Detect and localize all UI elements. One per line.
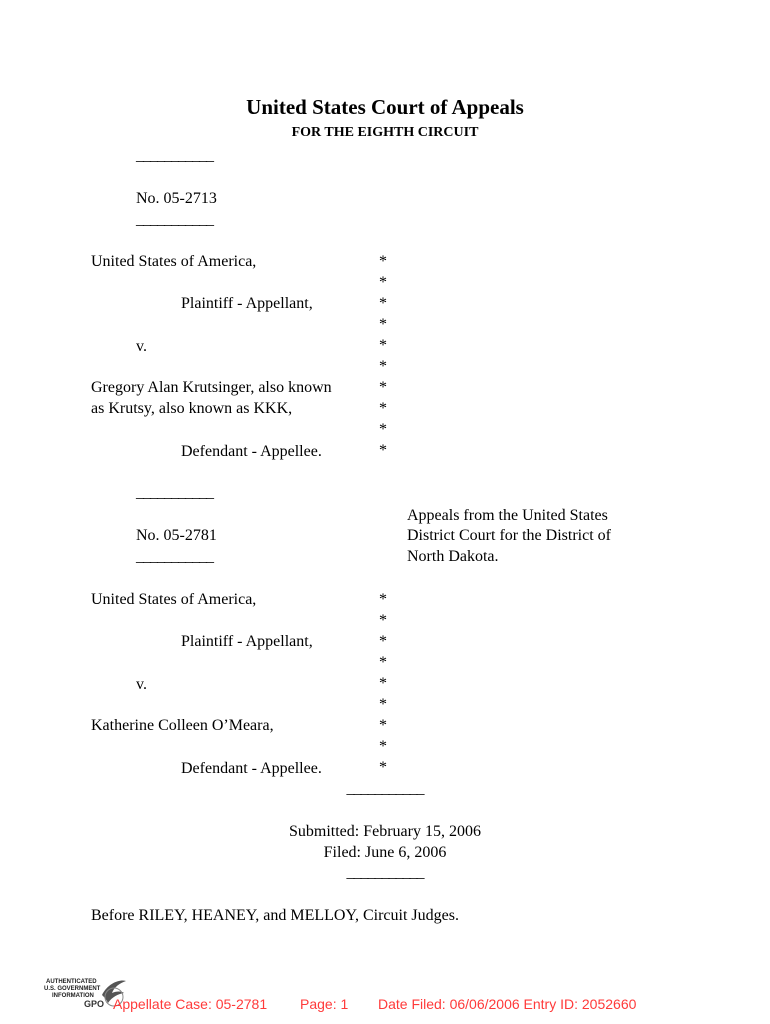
footer-date-entry: Date Filed: 06/06/2006 Entry ID: 2052660 bbox=[378, 996, 637, 1012]
party-role: Plaintiff - Appellant, bbox=[181, 633, 313, 650]
footer-page: Page: 1 bbox=[300, 996, 349, 1012]
star-mark: * bbox=[379, 400, 387, 417]
star-mark: * bbox=[379, 717, 387, 734]
judges-line: Before RILEY, HEANEY, and MELLOY, Circuit Judges. bbox=[91, 907, 459, 924]
star-mark: * bbox=[379, 759, 387, 776]
party-defendant-line1: Gregory Alan Krutsinger, also known bbox=[91, 379, 332, 396]
filed-date: Filed: June 6, 2006 bbox=[323, 844, 447, 861]
divider-rule: ___________ bbox=[346, 864, 424, 881]
star-mark: * bbox=[379, 675, 387, 692]
star-mark: * bbox=[379, 654, 387, 671]
star-mark: * bbox=[379, 274, 387, 291]
seal-text-line2: U.S. GOVERNMENT bbox=[44, 986, 101, 992]
star-mark: * bbox=[379, 316, 387, 333]
divider-rule: ___________ bbox=[136, 484, 213, 501]
case-number: No. 05-2713 bbox=[136, 190, 217, 207]
footer-case: Appellate Case: 05-2781 bbox=[113, 996, 268, 1012]
caption-stars bbox=[379, 251, 387, 461]
circuit-subtitle: FOR THE EIGHTH CIRCUIT bbox=[291, 125, 479, 140]
party-defendant-line2: as Krutsy, also known as KKK, bbox=[91, 400, 293, 417]
star-mark: * bbox=[379, 591, 387, 608]
versus-text: v. bbox=[136, 338, 147, 355]
star-mark: * bbox=[379, 612, 387, 629]
star-mark: * bbox=[379, 738, 387, 755]
party-plaintiff: United States of America, bbox=[91, 253, 257, 270]
versus-text: v. bbox=[136, 676, 147, 693]
star-mark: * bbox=[379, 421, 387, 438]
star-mark: * bbox=[379, 633, 387, 650]
submitted-date: Submitted: February 15, 2006 bbox=[289, 823, 481, 840]
appeal-note-line2: District Court for the District of bbox=[407, 527, 611, 544]
party-role: Defendant - Appellee. bbox=[181, 760, 322, 777]
star-mark: * bbox=[379, 696, 387, 713]
star-mark: * bbox=[379, 358, 387, 375]
seal-text-line3: INFORMATION bbox=[52, 993, 94, 999]
appeal-note-line3: North Dakota. bbox=[407, 548, 499, 565]
seal-text-line1: AUTHENTICATED bbox=[46, 979, 97, 985]
appeal-note-line1: Appeals from the United States bbox=[407, 507, 608, 524]
party-role: Plaintiff - Appellant, bbox=[181, 295, 313, 312]
star-mark: * bbox=[379, 337, 387, 354]
party-plaintiff: United States of America, bbox=[91, 591, 257, 608]
gpo-mark: GPO bbox=[84, 999, 105, 1009]
star-mark: * bbox=[379, 442, 387, 459]
divider-rule: ___________ bbox=[136, 211, 213, 228]
divider-rule: ___________ bbox=[136, 147, 213, 164]
case-number: No. 05-2781 bbox=[136, 527, 217, 544]
party-defendant: Katherine Colleen O’Meara, bbox=[91, 717, 274, 734]
party-role: Defendant - Appellee. bbox=[181, 443, 322, 460]
caption-stars bbox=[379, 589, 387, 778]
star-mark: * bbox=[379, 253, 387, 270]
star-mark: * bbox=[379, 379, 387, 396]
divider-rule: ___________ bbox=[136, 548, 213, 565]
star-mark: * bbox=[379, 295, 387, 312]
divider-rule: ___________ bbox=[346, 780, 424, 797]
court-title: United States Court of Appeals bbox=[246, 95, 524, 119]
